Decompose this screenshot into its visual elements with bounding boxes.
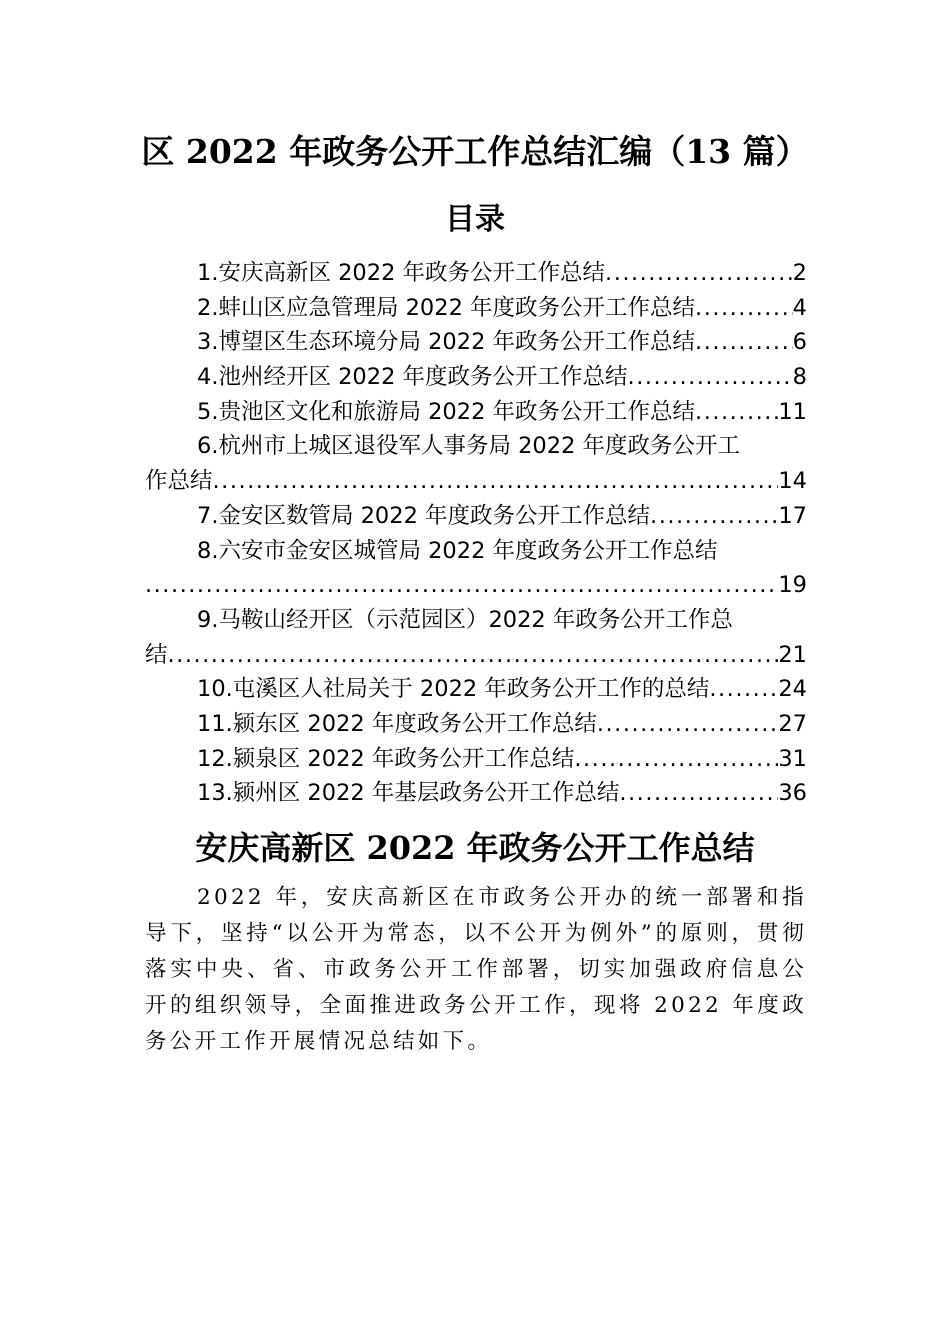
toc-entry[interactable]: [145, 325, 807, 360]
toc-entry-continuation[interactable]: [145, 568, 807, 603]
toc-entry-page: 8: [792, 364, 807, 391]
toc-dot-leader: [695, 325, 793, 360]
toc-dot-leader: [695, 291, 793, 326]
toc-entry-page: 6: [792, 329, 807, 356]
toc-entry[interactable]: [145, 672, 807, 707]
toc-entry-page: 17: [778, 502, 807, 529]
toc-entry-page: 31: [778, 745, 807, 772]
toc-entry[interactable]: [145, 534, 807, 569]
toc-dot-leader: [145, 568, 778, 603]
toc-entry-page: 14: [778, 468, 807, 495]
toc-entry[interactable]: [145, 256, 807, 291]
toc-dot-leader: [709, 672, 778, 707]
toc-entry[interactable]: [145, 603, 807, 638]
section-title: 安庆高新区 2022 年政务公开工作总结: [195, 829, 755, 867]
toc-entry-title: 7.金安区数管局 2022 年度政务公开工作总结: [197, 502, 651, 529]
toc-dot-leader: [597, 707, 779, 742]
toc-entry-page: 27: [778, 710, 807, 737]
body-paragraph: 2022 年，安庆高新区在市政务公开办的统一部署和指导下，坚持“以公开为常态，以不公开为例外”的原则，贯彻落实中央、省、市政务公开工作部署，切实加强政府信息公开的组织领导，全面推进政务公开工作，现将 2022 年度政务公开工作开展情况总结如下。: [145, 885, 807, 1054]
toc-entry[interactable]: [145, 291, 807, 326]
toc-entry-title: 6.杭州市上城区退役军人事务局 2022 年度政务公开工: [197, 433, 741, 460]
document-title: 区 2022 年政务公开工作总结汇编（13 篇）: [141, 132, 809, 171]
toc-entry-page: 11: [778, 398, 807, 425]
toc-entry-page: 2: [792, 260, 807, 286]
toc-entry[interactable]: [145, 499, 807, 534]
toc-entry-title-cont: 作总结: [145, 468, 213, 495]
toc-dot-leader: [650, 499, 778, 534]
toc-heading: 目录: [445, 202, 505, 237]
toc-entry-title: 12.颍泉区 2022 年政务公开工作总结: [197, 745, 575, 772]
toc-entry-page: 4: [792, 294, 807, 321]
toc-entry-title: 5.贵池区文化和旅游局 2022 年政务公开工作总结: [197, 398, 696, 425]
toc-entry-title: 11.颍东区 2022 年度政务公开工作总结: [197, 710, 597, 737]
toc-entry-title: 2.蚌山区应急管理局 2022 年度政务公开工作总结: [197, 294, 696, 321]
body-paragraph-block: [145, 880, 807, 1060]
toc-entry-title: 1.安庆高新区 2022 年政务公开工作总结: [197, 260, 606, 286]
toc-dot-leader: [695, 395, 778, 430]
toc-entry-title-cont: 结: [145, 641, 168, 668]
toc-entry-title: 8.六安市金安区城管局 2022 年度政务公开工作总结: [197, 537, 718, 564]
toc-dot-leader: [619, 776, 778, 811]
toc-entry[interactable]: [145, 395, 807, 430]
toc-entry-continuation[interactable]: [145, 464, 807, 499]
toc-dot-leader: [605, 256, 793, 291]
toc-entry[interactable]: [145, 360, 807, 395]
toc-entry-title: 3.博望区生态环境分局 2022 年政务公开工作总结: [197, 329, 696, 356]
toc-entry-title: 9.马鞍山经开区（示范园区）2022 年政务公开工作总: [197, 606, 733, 633]
toc-entry[interactable]: [145, 707, 807, 742]
toc-entry-page: 36: [778, 780, 807, 807]
toc-entry-title: 13.颍州区 2022 年基层政务公开工作总结: [197, 780, 620, 807]
toc-entry-title: 4.池州经开区 2022 年度政务公开工作总结: [197, 364, 628, 391]
toc-dot-leader: [213, 464, 779, 499]
toc-entry[interactable]: [145, 776, 807, 811]
toc-dot-leader: [168, 638, 779, 673]
toc-dot-leader: [574, 742, 778, 777]
toc-entry-title: 10.屯溪区人社局关于 2022 年政务公开工作的总结: [197, 676, 710, 703]
toc-entry[interactable]: [145, 742, 807, 777]
table-of-contents: [145, 256, 807, 811]
toc-entry[interactable]: [145, 429, 807, 464]
toc-entry-continuation[interactable]: [145, 638, 807, 673]
toc-entry-page: 21: [778, 641, 807, 668]
toc-dot-leader: [628, 360, 793, 395]
toc-entry-page: 24: [778, 676, 807, 703]
toc-entry-page: 19: [778, 572, 807, 599]
